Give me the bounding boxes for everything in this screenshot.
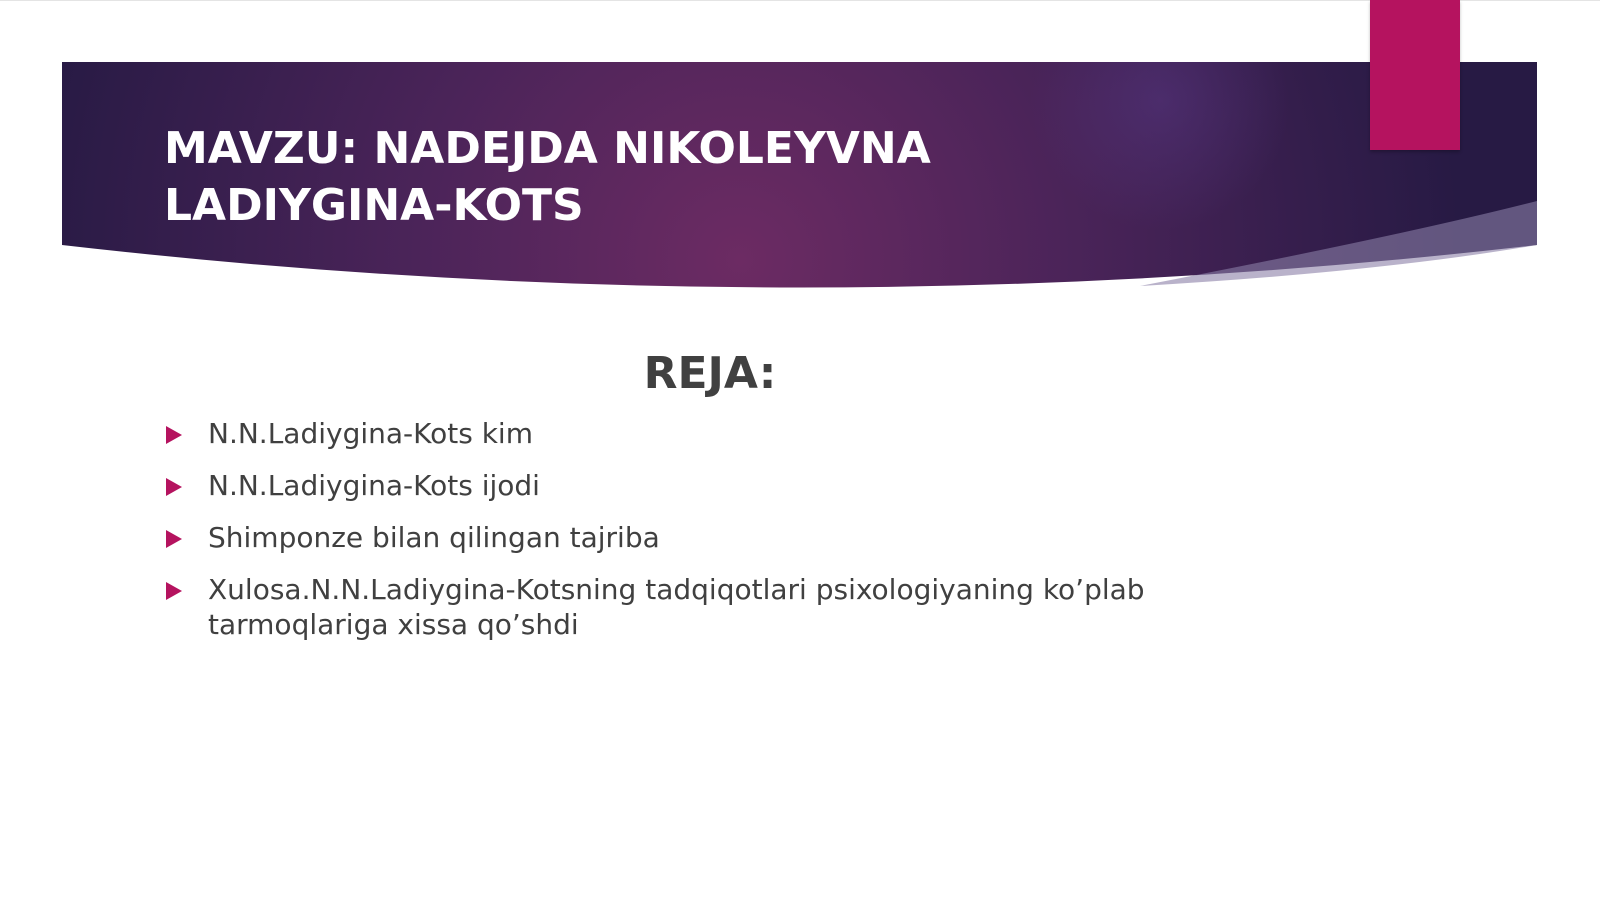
list-item-text: N.N.Ladiygina-Kots ijodi xyxy=(208,469,540,502)
triangle-bullet-icon xyxy=(166,478,182,496)
triangle-bullet-icon xyxy=(166,530,182,548)
list-item xyxy=(164,572,1204,642)
bullet-list xyxy=(164,416,1204,659)
list-item-text: Xulosa.N.N.Ladiygina-Kotsning tadqiqotlari psixologiyaning ko’plab tarmoqlariga xissa qo’shdi xyxy=(208,573,1145,641)
list-item xyxy=(164,416,1204,451)
list-item xyxy=(164,520,1204,555)
slide-title: MAVZU: NADEJDA NIKOLEYVNA LADIYGINA-KOTS xyxy=(164,123,931,231)
list-item-text: N.N.Ladiygina-Kots kim xyxy=(208,417,533,450)
section-heading: REJA: xyxy=(643,348,777,399)
triangle-bullet-icon xyxy=(166,582,182,600)
list-item-text: Shimponze bilan qilingan tajriba xyxy=(208,521,660,554)
list-item xyxy=(164,468,1204,503)
triangle-bullet-icon xyxy=(166,426,182,444)
accent-tab xyxy=(1370,0,1460,150)
